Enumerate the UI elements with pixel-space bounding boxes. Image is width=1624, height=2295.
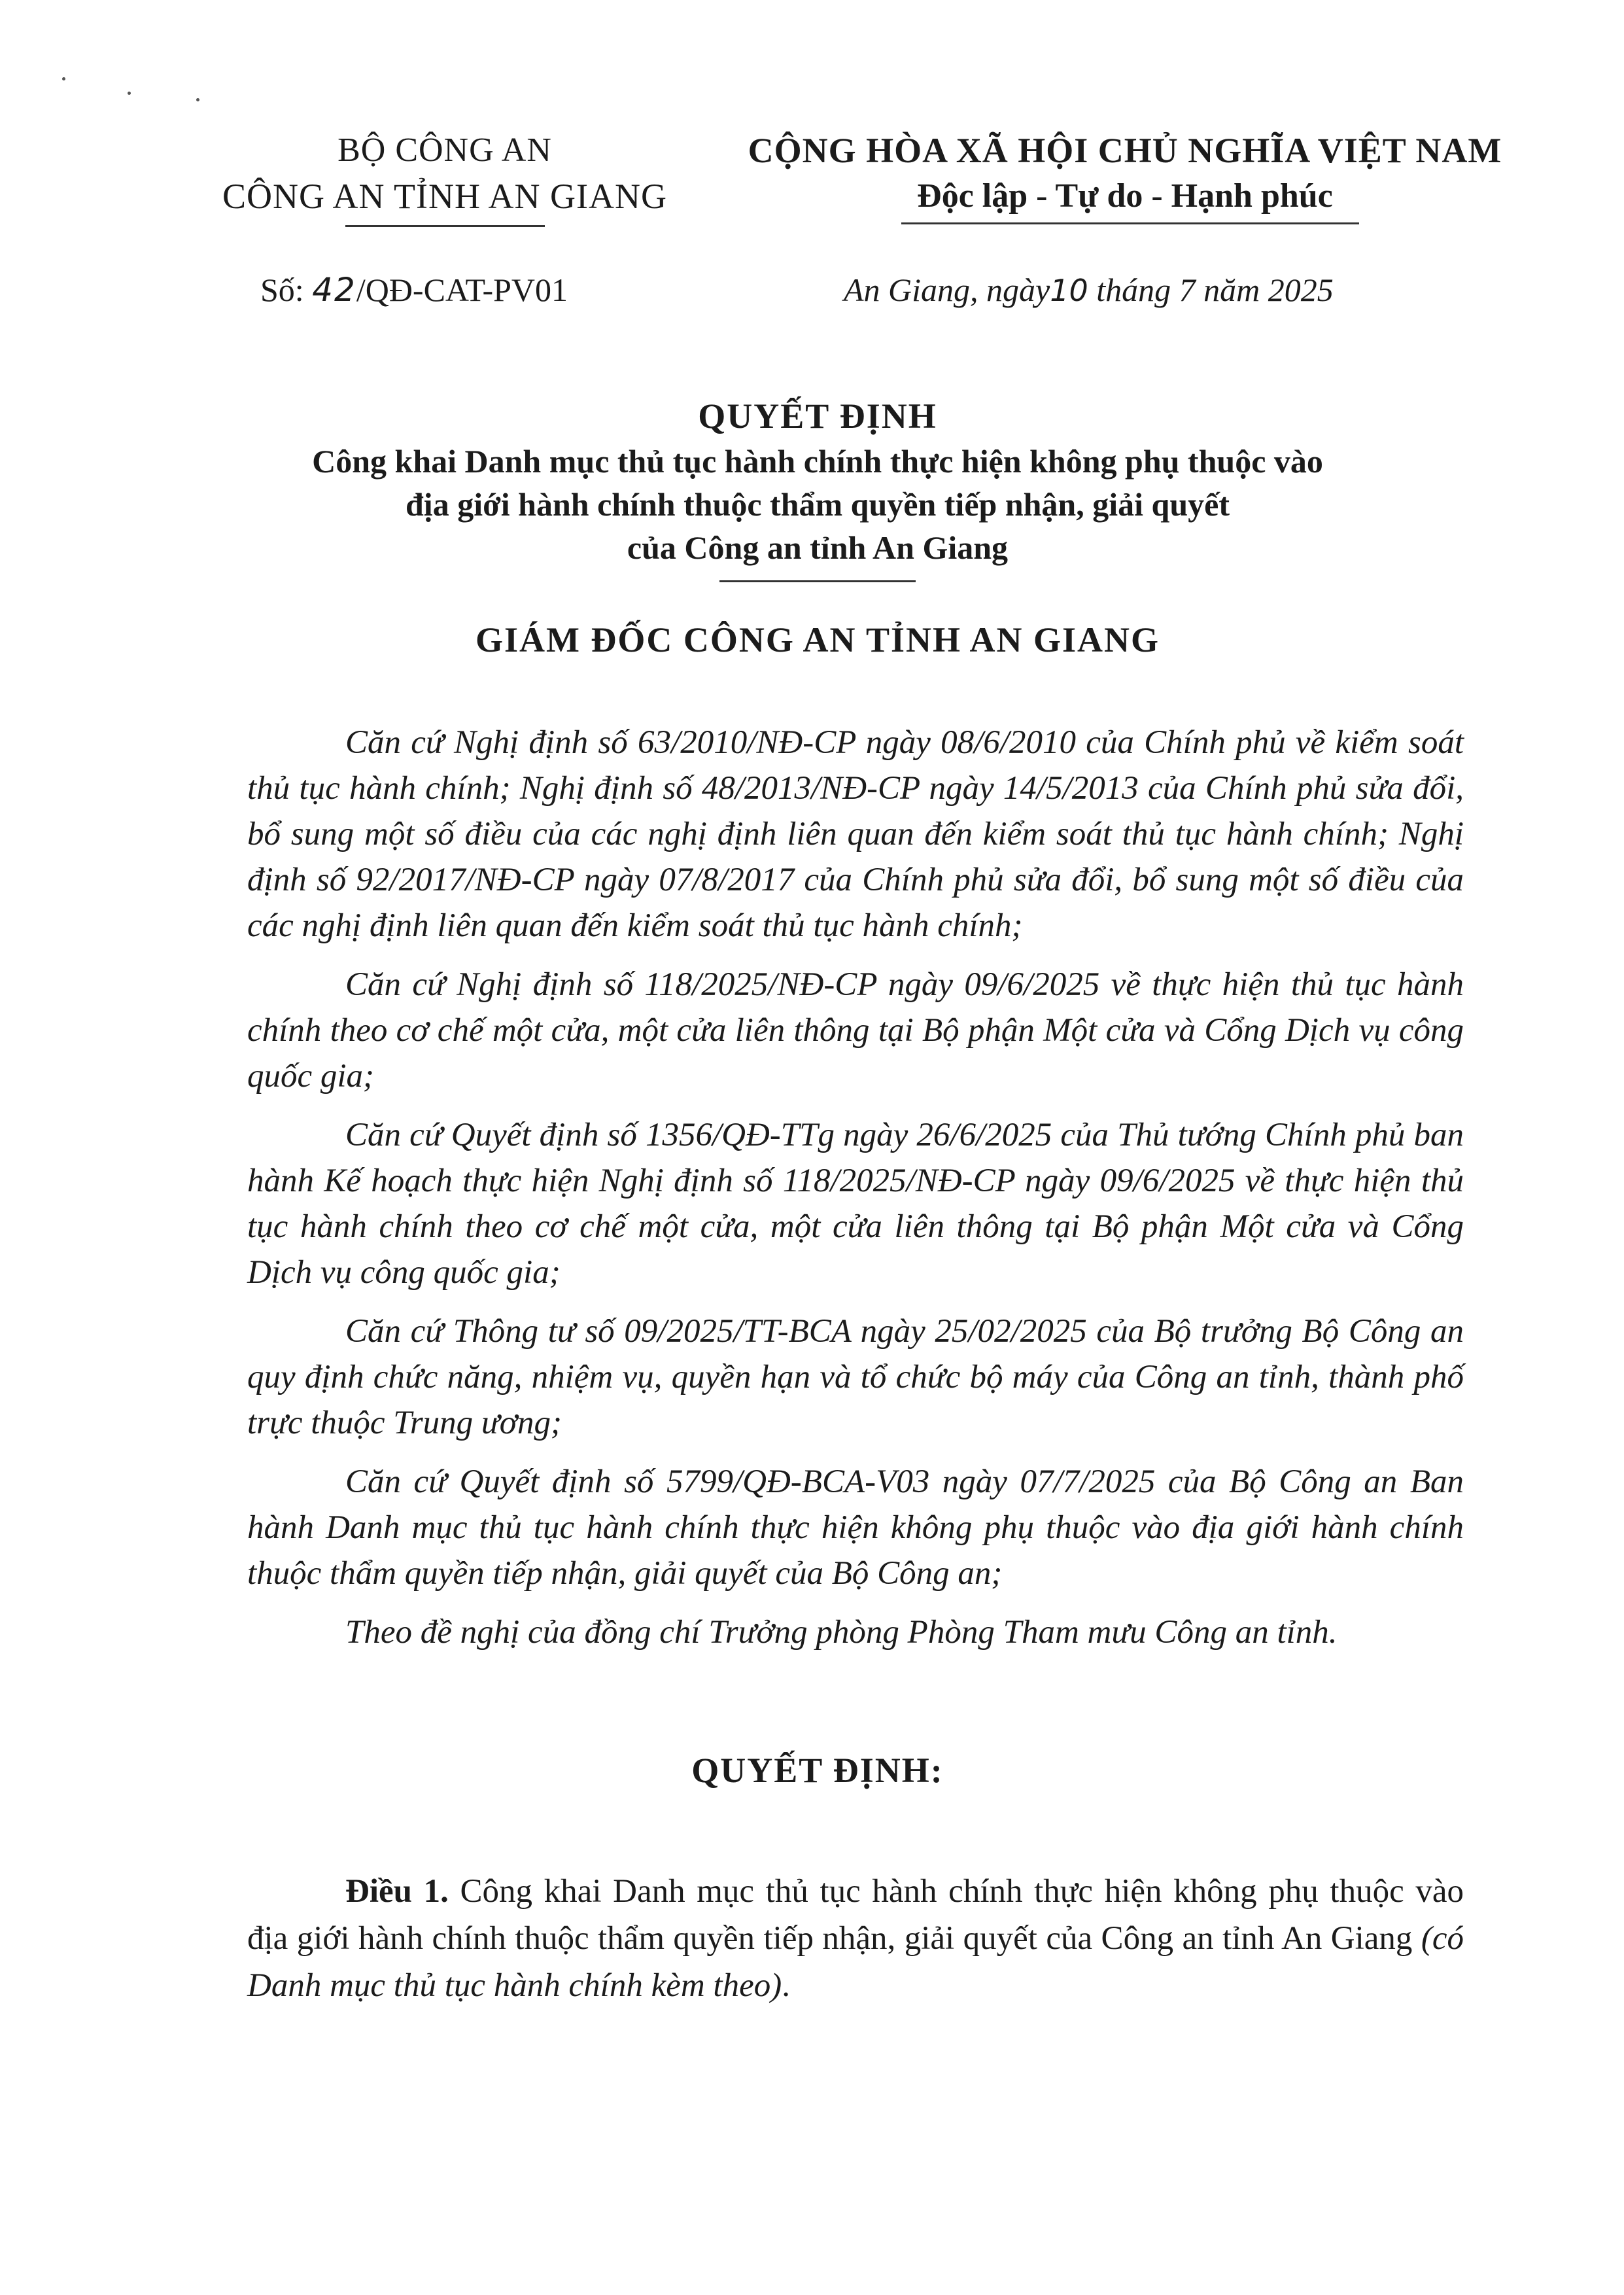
decision-heading: QUYẾT ĐỊNH: xyxy=(691,1751,944,1790)
date-prefix: An Giang, ngày xyxy=(844,272,1050,308)
preamble-paragraph: Căn cứ Nghị định số 118/2025/NĐ-CP ngày 09/6/2025 về thực hiện thủ tục hành chính theo cơ chế một cửa, một cửa liên thông tại Bộ phận Một cửa và Cổng Dịch vụ công quốc gia; xyxy=(247,966,1464,1095)
preamble-paragraph: Căn cứ Quyết định số 1356/QĐ-TTg ngày 26/6/2025 của Thủ tướng Chính phủ ban hành Kế hoạch thực hiện Nghị định số 118/2025/NĐ-CP ngày 09/6/2025 về thực hiện thủ tục hành chính theo cơ chế một cửa, một cửa liên thông tại Bộ phận Một cửa và Cổng Dịch vụ công quốc gia; xyxy=(247,1117,1464,1291)
authority-heading: GIÁM ĐỐC CÔNG AN TỈNH AN GIANG xyxy=(475,620,1160,659)
scan-speck xyxy=(196,98,199,101)
title-sub-line: của Công an tỉnh An Giang xyxy=(627,529,1009,566)
document-title xyxy=(196,393,1439,569)
handwritten-number: 42 xyxy=(312,271,356,309)
ministry-name: BỘ CÔNG AN xyxy=(337,131,552,169)
title-sub-line: địa giới hành chính thuộc thẩm quyền tiếp nhận, giải quyết xyxy=(406,486,1230,523)
document-number xyxy=(260,267,568,313)
country-name: CỘNG HÒA XÃ HỘI CHỦ NGHĨA VIỆT NAM xyxy=(748,131,1502,170)
preamble-paragraph: Căn cứ Nghị định số 63/2010/NĐ-CP ngày 08/6/2010 của Chính phủ về kiểm soát thủ tục hành chính; Nghị định số 48/2013/NĐ-CP ngày 14/5/2013 của Chính phủ sửa đổi, bổ sung một số điều của các nghị định liên quan đến kiểm soát thủ tục hành chính; Nghị định số 92/2017/NĐ-CP ngày 07/8/2017 của Chính phủ sửa đổi, bổ sung một số điều của các nghị định liên quan đến kiểm soát thủ tục hành chính; xyxy=(247,724,1464,944)
article-label: Điều 1. xyxy=(345,1873,449,1910)
title-divider xyxy=(719,580,916,582)
date-suffix: tháng 7 năm 2025 xyxy=(1096,272,1334,308)
scan-speck xyxy=(128,92,131,95)
preamble-paragraph: Theo đề nghị của đồng chí Trưởng phòng Phòng Tham mưu Công an tỉnh. xyxy=(345,1614,1338,1651)
number-suffix: /QĐ-CAT-PV01 xyxy=(356,272,568,308)
preamble-paragraph: Căn cứ Quyết định số 5799/QĐ-BCA-V03 ngày 07/7/2025 của Bộ Công an Ban hành Danh mục thủ tục hành chính thực hiện không phụ thuộc vào địa giới hành chính thuộc thẩm quyền tiếp nhận, giải quyết của Bộ Công an; xyxy=(247,1463,1464,1592)
handwritten-day: 10 xyxy=(1050,273,1088,308)
title-sub-line: Công khai Danh mục thủ tục hành chính thực hiện không phụ thuộc vào xyxy=(312,443,1323,480)
scan-speck xyxy=(62,77,65,80)
agency-name: CÔNG AN TỈNH AN GIANG xyxy=(222,177,667,216)
issue-date xyxy=(844,267,1334,313)
issuing-agency xyxy=(177,128,713,219)
motto: Độc lập - Tự do - Hạnh phúc xyxy=(917,177,1333,215)
title-main: QUYẾT ĐỊNH xyxy=(698,396,937,436)
national-motto xyxy=(719,128,1530,219)
preamble-paragraph: Căn cứ Thông tư số 09/2025/TT-BCA ngày 25/02/2025 của Bộ trưởng Bộ Công an quy định chức năng, nhiệm vụ, quyền hạn và tổ chức bộ máy của Công an tỉnh, thành phố trực thuộc Trung ương; xyxy=(247,1313,1464,1441)
article-text: Công khai Danh mục thủ tục hành chính thực hiện không phụ thuộc vào địa giới hành chính thuộc thẩm quyền tiếp nhận, giải quyết của Công an tỉnh An Giang xyxy=(247,1873,1464,1957)
article-1 xyxy=(247,1868,1464,2009)
motto-underline xyxy=(901,222,1359,224)
number-prefix: Số: xyxy=(260,272,304,308)
article-end: . xyxy=(782,1967,790,2004)
preamble xyxy=(247,720,1464,1668)
article-note: (có Danh mục thủ tục hành chính kèm theo) xyxy=(247,1920,1464,2004)
agency-underline xyxy=(345,225,545,227)
